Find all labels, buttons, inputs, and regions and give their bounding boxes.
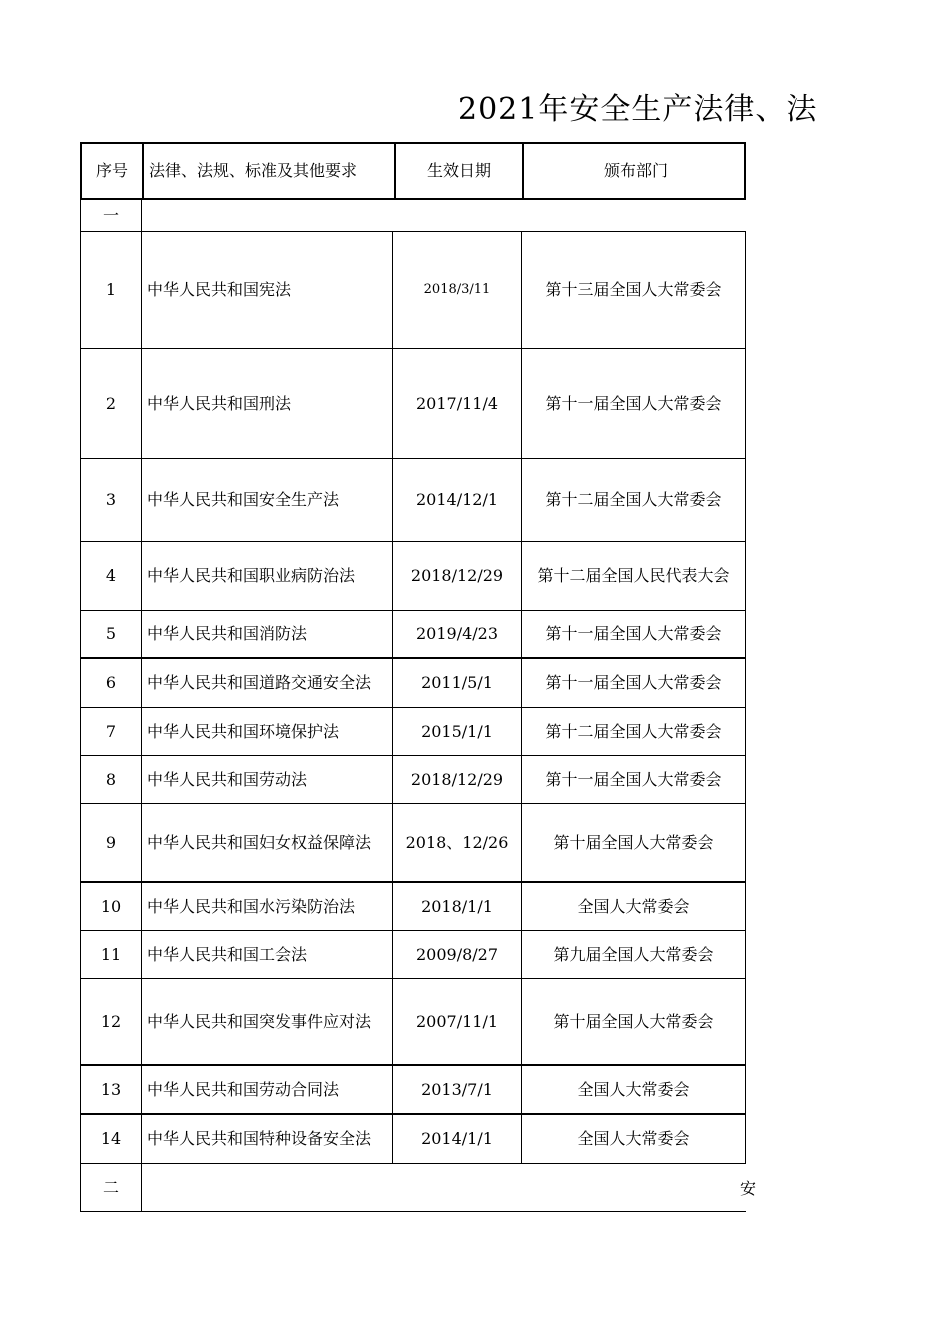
row-no: 2 <box>80 349 142 458</box>
table-row <box>80 659 746 708</box>
table-row <box>80 542 746 611</box>
row-no: 12 <box>80 979 142 1064</box>
table-row <box>80 1115 746 1164</box>
table-row <box>80 232 746 349</box>
row-date: 2011/5/1 <box>392 659 522 707</box>
row-date: 2009/8/27 <box>392 931 522 978</box>
row-name: 中华人民共和国水污染防治法 <box>147 896 356 916</box>
row-date: 2017/11/4 <box>392 349 522 458</box>
table-row <box>80 1066 746 1115</box>
row-dept: 第十三届全国人大常委会 <box>522 232 746 348</box>
row-no: 1 <box>80 232 142 348</box>
table-row <box>80 708 746 756</box>
section-row-2 <box>80 1164 756 1212</box>
row-name: 中华人民共和国职业病防治法 <box>147 566 356 585</box>
row-date: 2018/1/1 <box>392 883 522 930</box>
table-row <box>80 979 746 1066</box>
row-dept: 第十一届全国人大常委会 <box>522 611 746 657</box>
row-no: 14 <box>80 1115 142 1163</box>
row-name: 中华人民共和国特种设备安全法 <box>147 1129 372 1148</box>
row-dept: 第九届全国人大常委会 <box>522 931 746 978</box>
table-row <box>80 931 746 979</box>
regulations-table <box>80 142 756 1212</box>
header-no: 序号 <box>82 144 144 198</box>
row-no: 9 <box>80 804 142 881</box>
row-date: 2018/12/29 <box>392 756 522 803</box>
row-no: 11 <box>80 931 142 978</box>
table-row <box>80 349 746 459</box>
row-dept: 全国人大常委会 <box>522 1115 746 1163</box>
row-date: 2018/3/11 <box>392 232 522 348</box>
row-name: 中华人民共和国刑法 <box>147 393 292 413</box>
table-row <box>80 611 746 659</box>
row-dept: 第十一届全国人大常委会 <box>522 756 746 803</box>
row-name: 中华人民共和国消防法 <box>147 624 308 643</box>
row-date: 2018/12/29 <box>392 542 522 610</box>
row-no: 3 <box>80 459 142 541</box>
table-header <box>80 142 746 200</box>
section-no: 二 <box>80 1164 142 1211</box>
row-name: 中华人民共和国妇女权益保障法 <box>147 832 372 852</box>
page-title: 2021年安全生产法律、法 <box>458 92 818 127</box>
row-name: 中华人民共和国道路交通安全法 <box>147 673 372 692</box>
row-dept: 第十二届全国人大常委会 <box>522 708 746 755</box>
row-dept: 第十二届全国人民代表大会 <box>522 542 746 610</box>
row-no: 6 <box>80 659 142 707</box>
row-date: 2018、12/26 <box>392 804 522 881</box>
row-name: 中华人民共和国工会法 <box>147 944 308 964</box>
row-dept: 全国人大常委会 <box>522 1066 746 1113</box>
row-name: 中华人民共和国环境保护法 <box>147 721 340 741</box>
table-row <box>80 883 746 931</box>
row-dept: 第十一届全国人大常委会 <box>522 349 746 458</box>
header-name: 法律、法规、标准及其他要求 <box>149 161 358 180</box>
row-date: 2015/1/1 <box>392 708 522 755</box>
row-name: 中华人民共和国劳动法 <box>147 769 308 789</box>
section-label: 安 <box>739 1179 756 1198</box>
row-no: 7 <box>80 708 142 755</box>
table-row <box>80 804 746 883</box>
row-no: 13 <box>80 1066 142 1113</box>
row-name: 中华人民共和国突发事件应对法 <box>147 1011 372 1031</box>
row-no: 8 <box>80 756 142 803</box>
row-dept: 第十届全国人大常委会 <box>522 804 746 881</box>
row-dept: 第十一届全国人大常委会 <box>522 659 746 707</box>
row-no: 10 <box>80 883 142 930</box>
table-row <box>80 459 746 542</box>
row-name: 中华人民共和国安全生产法 <box>147 490 340 509</box>
header-dept: 颁布部门 <box>603 161 668 180</box>
row-date: 2014/1/1 <box>392 1115 522 1163</box>
row-dept: 第十二届全国人大常委会 <box>522 459 746 541</box>
table-row <box>80 756 746 804</box>
row-name: 中华人民共和国劳动合同法 <box>147 1079 340 1099</box>
row-date: 2007/11/1 <box>392 979 522 1064</box>
row-date: 2013/7/1 <box>392 1066 522 1113</box>
section-no: 一 <box>80 200 142 231</box>
row-dept: 第十届全国人大常委会 <box>522 979 746 1064</box>
row-dept: 全国人大常委会 <box>522 883 746 930</box>
row-name: 中华人民共和国宪法 <box>147 280 292 299</box>
row-no: 5 <box>80 611 142 657</box>
header-date: 生效日期 <box>394 144 524 198</box>
row-no: 4 <box>80 542 142 610</box>
row-date: 2019/4/23 <box>392 611 522 657</box>
section-row-1 <box>80 200 746 232</box>
row-date: 2014/12/1 <box>392 459 522 541</box>
